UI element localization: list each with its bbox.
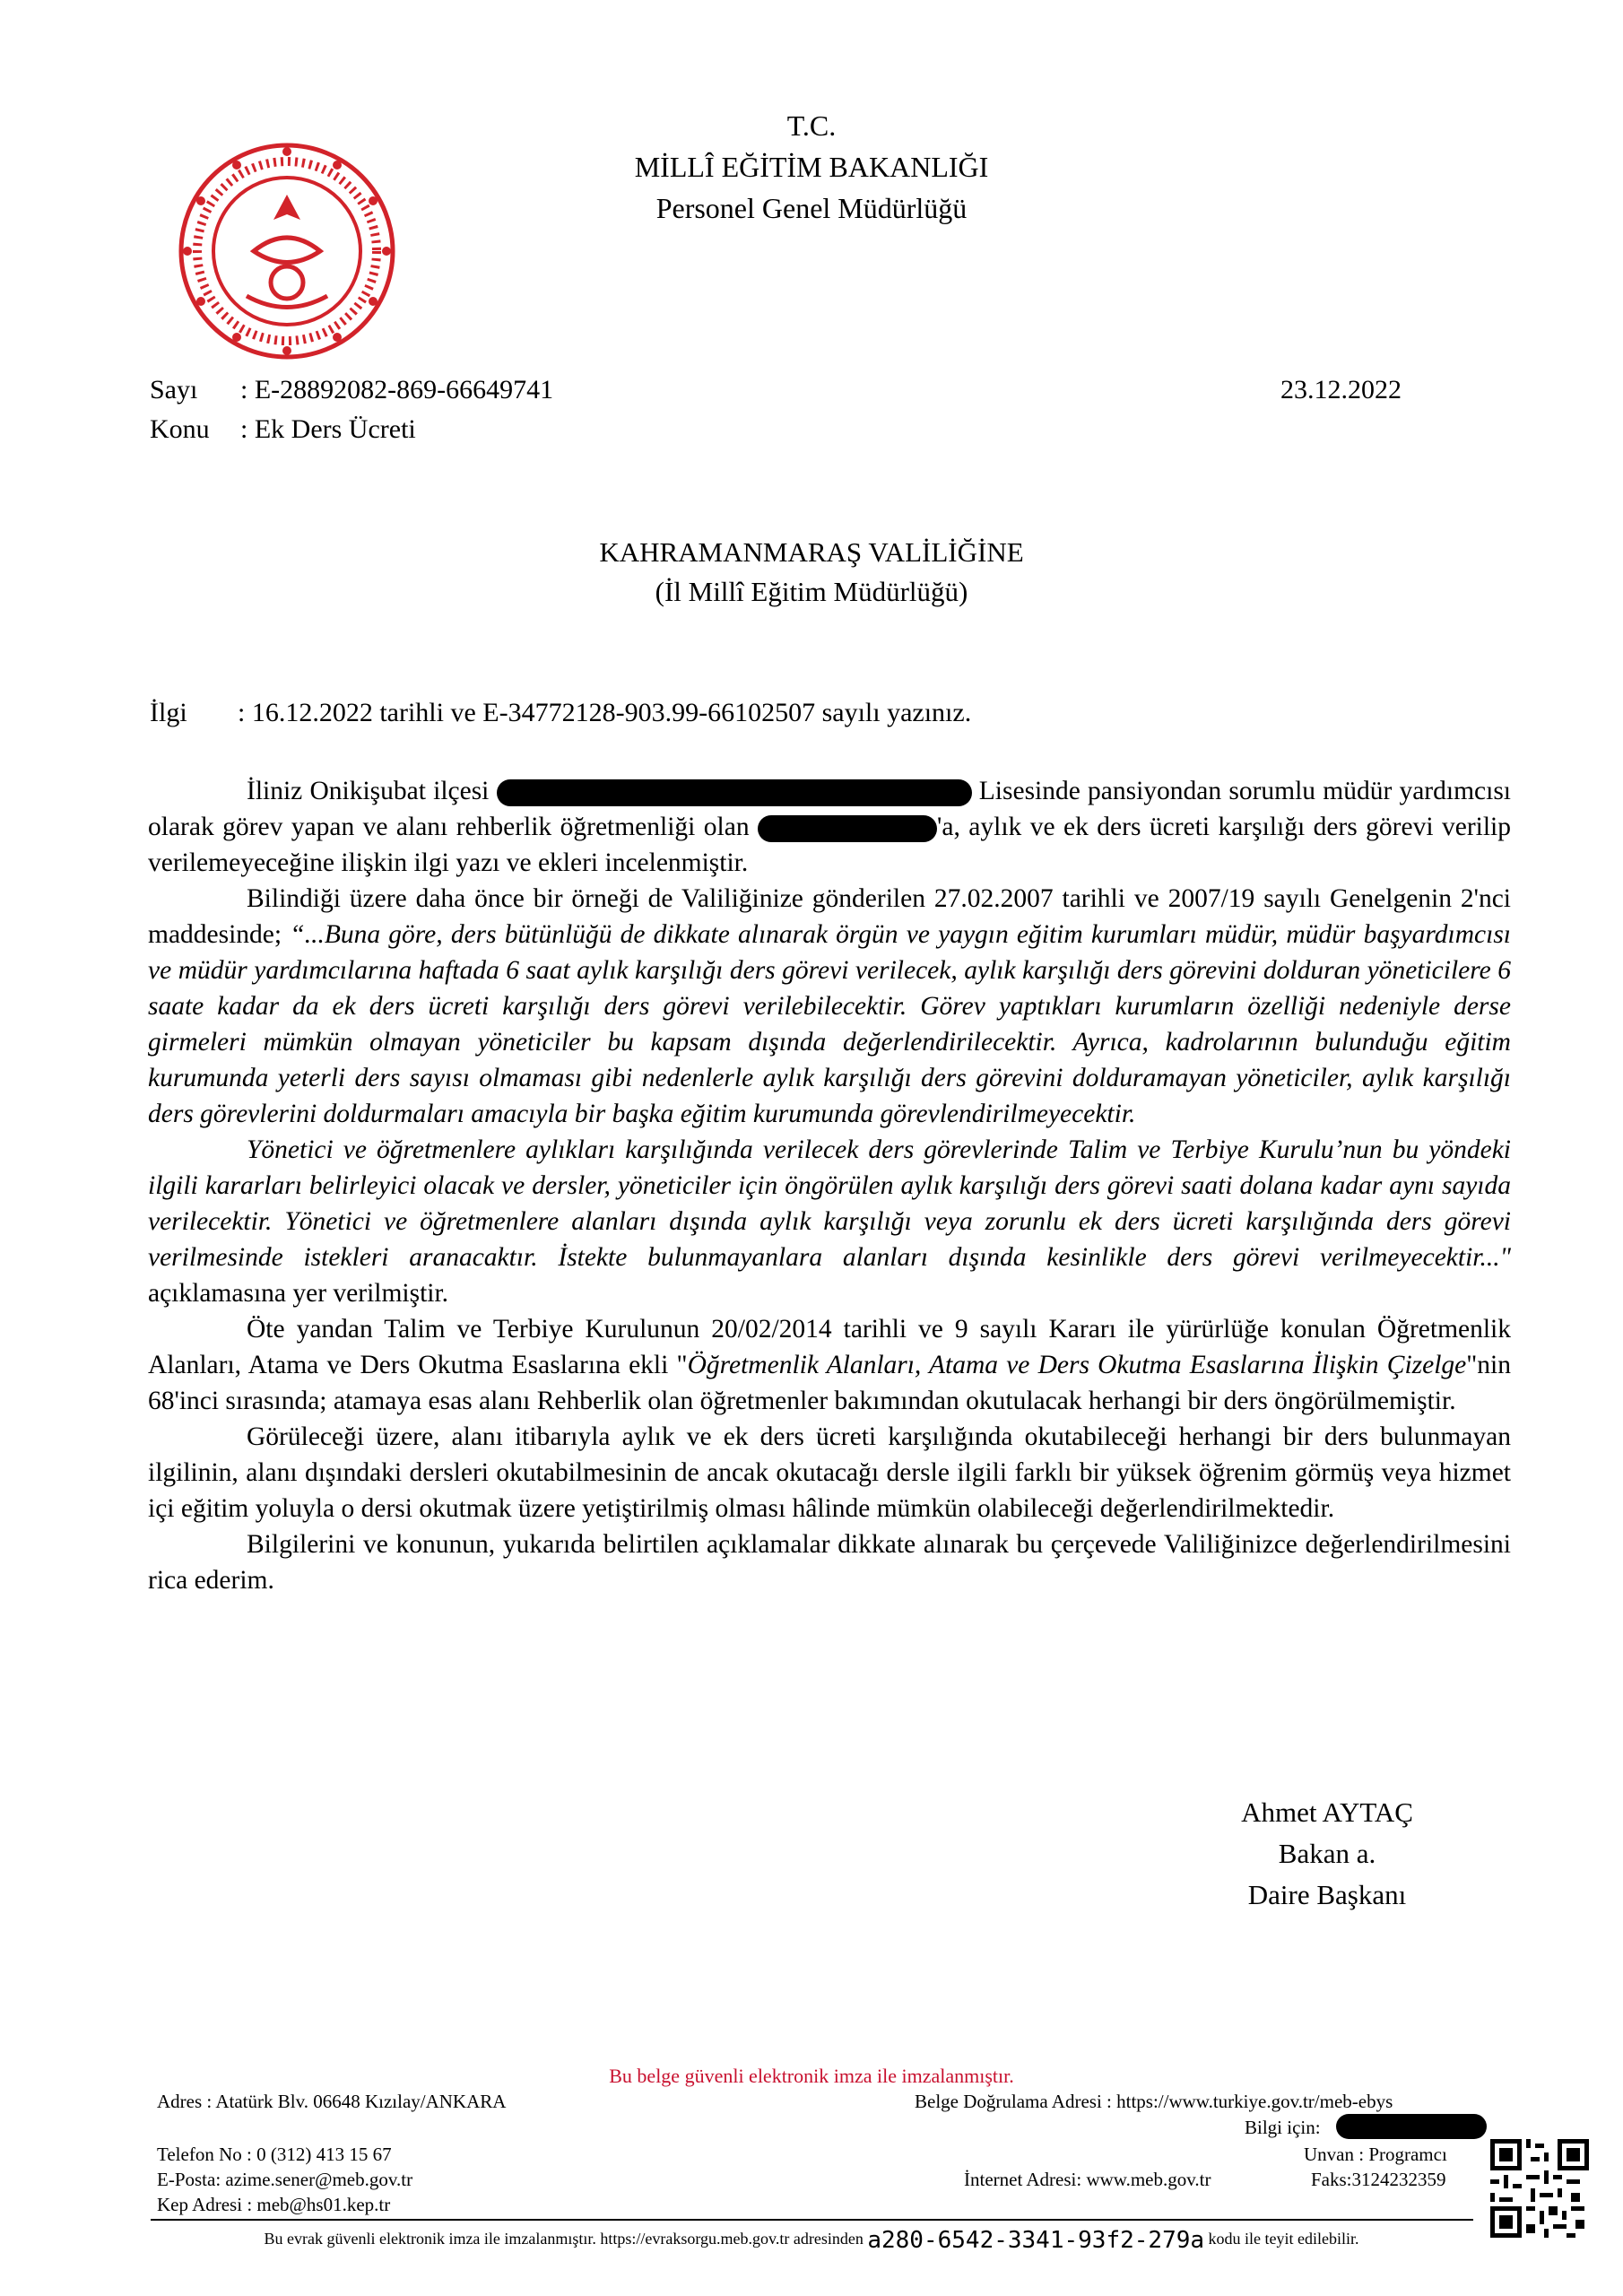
paragraph-6: Bilgilerini ve konunun, yukarıda belirtilen açıklamalar dikkate alınarak bu çerçevede Valiliğinizce değerlendirilmesini rica ederim. [148,1530,1511,1595]
document-date: 23.12.2022 [1280,375,1402,404]
paragraph-2: Bilindiği üzere daha önce bir örneği de Valiliğinize gönderilen 27.02.2007 tarihli ve 2007/19 sayılı Genelgenin 2'nci maddesinde; “...Buna göre, ders bütünlüğü de dikkate alınarak örgün ve yaygın eğitim kurumları müdür, müdür başyardımcısı ve müdür yardımcılarına haftada 6 saat aylık karşılığı ders görevi verilecek, aylık karşılığı ders görevini dolduran yöneticilere 6 saate kadar da ek ders ücreti karşılığı ders görevi verilebilecektir. Görev yaptıkları kurumların özelliği nedeniyle derse girmeleri mümkün olmayan yöneticiler bu kapsam dışında değerlendirilecektir. Ayrıca, kadrolarının bulunduğu eğitim kurumunda yeterli ders sayısı olmaması gibi nedenlerle aylık karşılığı ders görevini dolduramayan yöneticiler, aylık karşılığı ders görevlerini doldurmaları amacıyla bir başka eğitim kurumunda görevlendirilmeyecektir. [148,884,1512,1128]
footer-phone: Telefon No : 0 (312) 413 15 67 [157,2144,392,2165]
verification-code: a280-6542-3341-93f2-279a [867,2227,1205,2254]
signer-name: Ahmet AYTAÇ [1241,1796,1413,1828]
signer-role-2: Daire Başkanı [1247,1879,1407,1910]
signer-role-1: Bakan a. [1278,1838,1376,1869]
letter-body [148,773,1511,1598]
sayi-label: Sayı [150,375,198,404]
signature-block [1166,1792,1488,1916]
footer-verification-url: Belge Doğrulama Adresi : https://www.turkiye.gov.tr/meb-ebys [915,2091,1393,2112]
ilgi-value: : 16.12.2022 tarihli ve E-34772128-903.99-66102507 sayılı yazınız. [238,698,972,727]
qr-code-icon [1490,2139,1589,2238]
verification-line: Bu evrak güvenli elektronik imza ile imzalanmıştır. https://evraksorgu.meb.gov.tr adresinden a280-6542-3341-93f2-279a kodu ile teyit edilebilir. [264,2227,1359,2254]
redacted-school-name [497,779,972,806]
konu-value: : Ek Ders Ücreti [240,414,416,444]
footer-address: Adres : Atatürk Blv. 06648 Kızılay/ANKARA [157,2091,507,2112]
header-ministry: MİLLÎ EĞİTİM BAKANLIĞI [634,151,989,183]
paragraph-5: Görüleceği üzere, alanı itibarıyla aylık ve ek ders ücreti karşılığında okutabileceği herhangi bir ders bulunmayan ilgilinin, alanı dışındaki dersleri okutabilmesinin de ancak okutacağı dersle ilgili farklı bir yüksek öğrenim görmüş veya hizmet içi eğitim yoluyla o dersi okutmak üzere yetiştirilmiş olması hâlinde mümkün olabileceği değerlendirilmektedir. [148,1422,1511,1523]
sayi-value: : E-28892082-869-66649741 [240,375,554,404]
footer-fax: Faks:3124232359 [1311,2169,1446,2190]
header-tc: T.C. [786,109,837,142]
ilgi-label: İlgi [150,698,187,727]
konu-label: Konu [150,414,210,444]
paragraph-1: İliniz Onikişubat ilçesi Lisesinde pansiyondan sorumlu müdür yardımcısı olarak görev yapan ve alanı rehberlik öğretmenliği olan 'a, aylık ve ek ders ücreti karşılığı ders görevi verilip verilemeyeceğine ilişkin ilgi yazı ve ekleri incelenmiştir. [148,777,1511,877]
esign-notice: Bu belge güvenli elektronik imza ile imzalanmıştır. [609,2065,1014,2087]
footer-info-label: Bilgi için: [1245,2117,1321,2138]
addressee-line2: (İl Millî Eğitim Müdürlüğü) [655,576,968,607]
paragraph-3: Yönetici ve öğretmenlere aylıkları karşılığında verilecek ders görevlerinde Talim ve Terbiye Kurulu’nun bu yöndeki ilgili kararları belirleyici olacak ve dersler, yöneticiler için öngörülen aylık karşılığı ders görevi saati dolana kadar aynı sayıda verilecektir. Yönetici ve öğretmenlere alanları dışında aylık karşılığı veya zorunlu ek ders ücreti karşılığında ders görevi verilmesinde istekleri aranacaktır. İstekte bulunmayanlara alanları dışında kesinlikle ders görevi verilmeyecektir..." açıklamasına yer verilmiştir. [148,1135,1511,1308]
footer-divider [151,2219,1473,2221]
header-directorate: Personel Genel Müdürlüğü [655,192,968,224]
footer-email: E-Posta: azime.sener@meb.gov.tr [157,2169,413,2190]
addressee-line1: KAHRAMANMARAŞ VALİLİĞİNE [599,536,1024,568]
redacted-person-name [758,815,937,842]
footer-title: Unvan : Programcı [1304,2144,1447,2165]
footer-kep: Kep Adresi : meb@hs01.kep.tr [157,2194,391,2215]
redacted-contact-name [1336,2114,1487,2139]
footer-website: İnternet Adresi: www.meb.gov.tr [964,2169,1211,2190]
paragraph-4: Öte yandan Talim ve Terbiye Kurulunun 20/02/2014 tarihli ve 9 sayılı Kararı ile yürürlüğe konulan Öğretmenlik Alanları, Atama ve Ders Okutma Esaslarına ekli "Öğretmenlik Alanları, Atama ve Ders Okutma Esaslarına İlişkin Çizelge"nin 68'inci sırasında; atamaya esas alanı Rehberlik olan öğretmenler bakımından okutulacak herhangi bir ders öngörülmemiştir. [148,1315,1511,1415]
